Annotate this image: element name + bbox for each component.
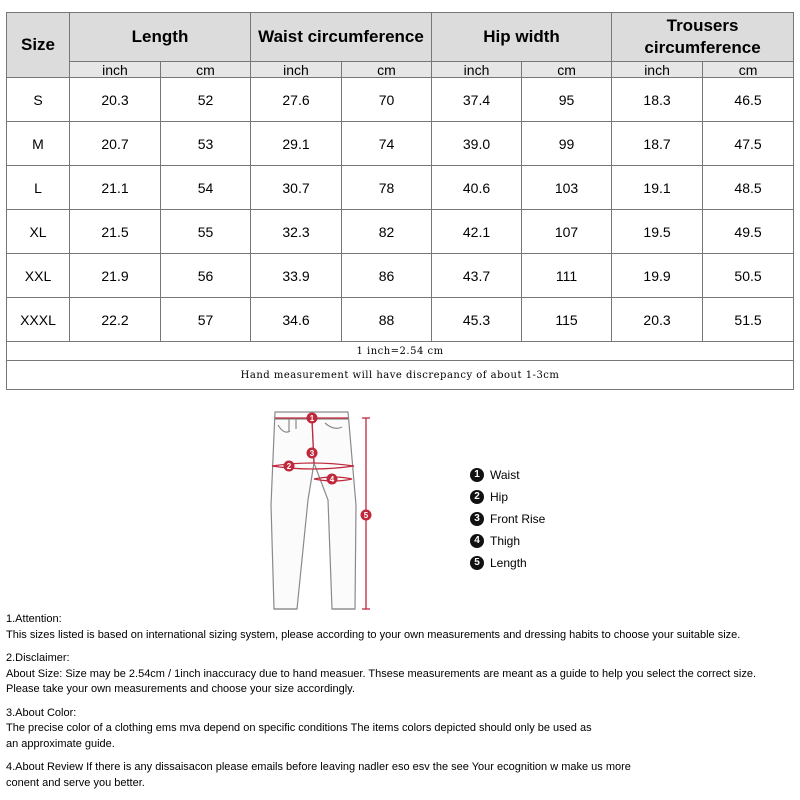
legend-label: Waist xyxy=(490,468,520,482)
size-label-cell: L xyxy=(7,166,70,210)
legend-label: Front Rise xyxy=(490,512,546,526)
size-label-cell: XXXL xyxy=(7,298,70,342)
size-label-cell: XL xyxy=(7,210,70,254)
marker-1-label: 1 xyxy=(309,414,315,423)
measurement-cell: 42.1 xyxy=(432,210,522,254)
legend-label: Hip xyxy=(490,490,509,504)
header-waist: Waist circumference xyxy=(251,13,432,62)
legend-number-icon: 4 xyxy=(470,534,484,548)
unit-row xyxy=(7,62,794,78)
measurement-cell: 74 xyxy=(342,122,432,166)
unit-cm: cm xyxy=(522,62,612,78)
note-line: Please take your own measurements and choose your size accordingly. xyxy=(6,683,355,695)
marker-2 xyxy=(284,461,295,472)
size-row xyxy=(7,78,794,122)
measurement-cell: 21.1 xyxy=(70,166,161,210)
size-row xyxy=(7,298,794,342)
measurement-cell: 53 xyxy=(161,122,251,166)
marker-4 xyxy=(327,474,338,485)
measurement-cell: 107 xyxy=(522,210,612,254)
measurement-cell: 88 xyxy=(342,298,432,342)
size-row xyxy=(7,166,794,210)
measurement-cell: 33.9 xyxy=(251,254,342,298)
measurement-cell: 32.3 xyxy=(251,210,342,254)
notes-section xyxy=(6,612,798,799)
measurement-cell: 54 xyxy=(161,166,251,210)
measurement-cell: 111 xyxy=(522,254,612,298)
measurement-cell: 78 xyxy=(342,166,432,210)
legend-label: Length xyxy=(490,556,527,570)
measurement-cell: 20.7 xyxy=(70,122,161,166)
size-label-cell: M xyxy=(7,122,70,166)
legend-number-icon: 2 xyxy=(470,490,484,504)
legend-label: Thigh xyxy=(490,534,521,548)
unit-inch: inch xyxy=(251,62,342,78)
header-row xyxy=(7,13,794,62)
note-section xyxy=(6,760,798,791)
note-title: 2.Disclaimer: xyxy=(6,652,70,664)
measurement-cell: 39.0 xyxy=(432,122,522,166)
measurement-cell: 115 xyxy=(522,298,612,342)
measurement-cell: 27.6 xyxy=(251,78,342,122)
size-label-cell: XXL xyxy=(7,254,70,298)
measurement-cell: 18.7 xyxy=(612,122,703,166)
header-trousers-line2: circumference xyxy=(644,38,761,57)
measurement-cell: 56 xyxy=(161,254,251,298)
measurement-cell: 50.5 xyxy=(703,254,794,298)
measurement-cell: 19.5 xyxy=(612,210,703,254)
marker-5-label: 5 xyxy=(363,511,369,520)
measurement-cell: 51.5 xyxy=(703,298,794,342)
size-row xyxy=(7,254,794,298)
legend-item xyxy=(470,530,545,552)
measurement-cell: 47.5 xyxy=(703,122,794,166)
note-title: 3.About Color: xyxy=(6,706,77,719)
measurement-legend xyxy=(470,464,545,574)
legend-item xyxy=(470,552,545,574)
legend-item xyxy=(470,464,545,486)
discrepancy-note: Hand measurement will have discrepancy of about 1-3cm xyxy=(7,361,794,390)
measurement-cell: 55 xyxy=(161,210,251,254)
measurement-cell: 19.9 xyxy=(612,254,703,298)
measurement-cell: 70 xyxy=(342,78,432,122)
header-size: Size xyxy=(7,13,70,78)
header-trousers-line1: Trousers xyxy=(666,16,739,35)
marker-3 xyxy=(307,448,318,459)
measurement-cell: 20.3 xyxy=(70,78,161,122)
measurement-cell: 20.3 xyxy=(612,298,703,342)
measurement-cell: 46.5 xyxy=(703,78,794,122)
note-line: conent and serve you better. xyxy=(6,776,145,789)
note-line: 4.About Review If there is any dissaisacon please emails before leaving nadler eso esv the see Your ecognition w make us more xyxy=(6,761,631,773)
measurement-cell: 49.5 xyxy=(703,210,794,254)
unit-inch: inch xyxy=(432,62,522,78)
measurement-cell: 48.5 xyxy=(703,166,794,210)
measurement-cell: 45.3 xyxy=(432,298,522,342)
size-label-cell: S xyxy=(7,78,70,122)
note-line: This sizes listed is based on international sizing system, please according to your own measurements and dressing habits to choose your suitable size. xyxy=(6,628,741,641)
legend-number-icon: 3 xyxy=(470,512,484,526)
legend-item xyxy=(470,486,545,508)
measurement-cell: 37.4 xyxy=(432,78,522,122)
measurement-cell: 21.9 xyxy=(70,254,161,298)
note-line: an approximate guide. xyxy=(6,737,115,750)
conversion-row xyxy=(7,342,794,361)
marker-5 xyxy=(361,510,372,521)
pants-measurement-diagram xyxy=(262,405,392,615)
header-trousers xyxy=(612,13,794,62)
measurement-cell: 40.6 xyxy=(432,166,522,210)
legend-number-icon: 1 xyxy=(470,468,484,482)
unit-cm: cm xyxy=(703,62,794,78)
unit-cm: cm xyxy=(342,62,432,78)
header-hip: Hip width xyxy=(432,13,612,62)
measurement-cell: 34.6 xyxy=(251,298,342,342)
measurement-cell: 29.1 xyxy=(251,122,342,166)
note-line: About Size: Size may be 2.54cm / 1inch inaccuracy due to hand measuer. Thsese measurements are meant as a guide to help you select the correct size. xyxy=(6,667,757,680)
measurement-cell: 86 xyxy=(342,254,432,298)
measurement-cell: 18.3 xyxy=(612,78,703,122)
unit-inch: inch xyxy=(70,62,161,78)
header-length: Length xyxy=(70,13,251,62)
note-section xyxy=(6,612,798,643)
size-rows xyxy=(7,78,794,342)
measurement-cell: 52 xyxy=(161,78,251,122)
discrepancy-row xyxy=(7,361,794,390)
unit-cm: cm xyxy=(161,62,251,78)
measurement-cell: 21.5 xyxy=(70,210,161,254)
legend-item xyxy=(470,508,545,530)
measurement-cell: 57 xyxy=(161,298,251,342)
measurement-cell: 30.7 xyxy=(251,166,342,210)
measurement-cell: 82 xyxy=(342,210,432,254)
measurement-cell: 22.2 xyxy=(70,298,161,342)
note-section xyxy=(6,706,798,753)
note-section xyxy=(6,651,798,698)
size-row xyxy=(7,122,794,166)
conversion-note: 1 inch=2.54 cm xyxy=(7,342,794,361)
measurement-cell: 19.1 xyxy=(612,166,703,210)
legend-number-icon: 5 xyxy=(470,556,484,570)
unit-inch: inch xyxy=(612,62,703,78)
measurement-cell: 103 xyxy=(522,166,612,210)
measurement-cell: 95 xyxy=(522,78,612,122)
note-line: The precise color of a clothing ems mva depend on specific conditions The items colors depicted should only be used as xyxy=(6,722,592,734)
marker-4-label: 4 xyxy=(329,475,335,484)
marker-1 xyxy=(307,413,318,424)
marker-2-label: 2 xyxy=(286,462,292,471)
marker-3-label: 3 xyxy=(309,449,315,458)
size-row xyxy=(7,210,794,254)
note-title: 1.Attention: xyxy=(6,613,62,625)
size-chart-table xyxy=(6,12,794,390)
measurement-cell: 99 xyxy=(522,122,612,166)
measurement-cell: 43.7 xyxy=(432,254,522,298)
